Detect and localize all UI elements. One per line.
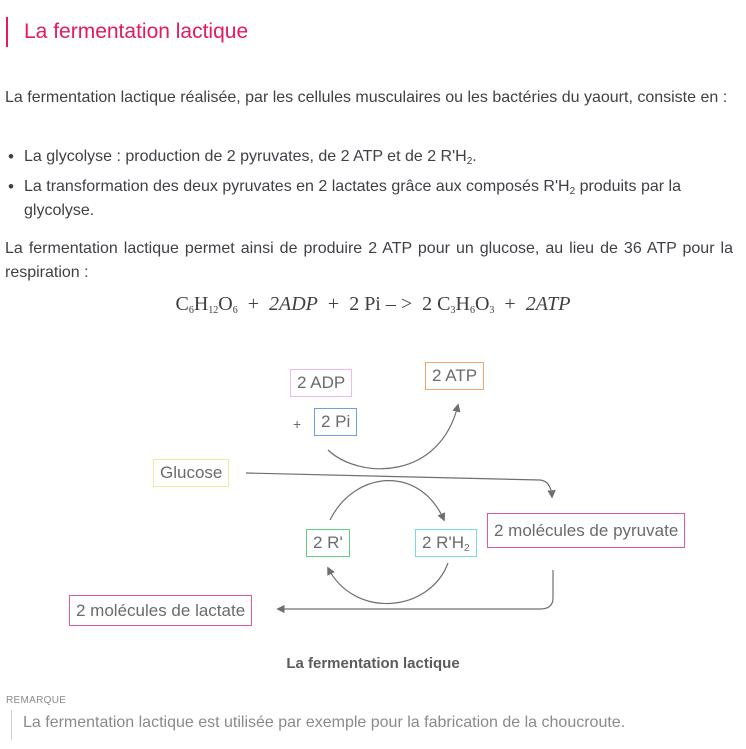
bullet-tail: produits par la glycolyse.	[24, 178, 681, 219]
list-item	[5, 145, 733, 169]
pi-box: 2 Pi	[314, 408, 357, 436]
plus-sign: +	[247, 293, 260, 315]
adp-term: 2ADP	[269, 293, 318, 315]
glucose-arrow	[246, 473, 552, 497]
bullet-text: La glycolyse : production de 2 pyruvates, de 2 ATP et de 2 R'H	[24, 148, 467, 165]
rh2-box: 2 $R'H_2$	[415, 529, 477, 557]
chemical-equation	[0, 293, 746, 316]
conclusion-paragraph: La fermentation lactique permet ainsi de produire 2 ATP pour un glucose, au lieu de 36 ATP pour la respiration :	[5, 240, 733, 281]
plus-sign: +	[327, 293, 340, 315]
atp-term: 2ATP	[525, 293, 571, 315]
remark-label: REMARQUE	[6, 695, 67, 706]
rh2-arrow	[330, 481, 444, 520]
atp-box: 2 ATP	[425, 362, 484, 390]
list-item	[5, 175, 733, 223]
lactate-formula: 2 $C_3H_6O_3$	[422, 293, 495, 316]
pyruvate-box: 2 molécules de pyruvate	[487, 513, 685, 548]
remark-bar	[11, 710, 12, 740]
reaction-arrow: – >	[385, 293, 413, 315]
glucose-box: Glucose	[153, 459, 229, 487]
figure-caption: La fermentation lactique	[286, 655, 460, 672]
lactate-box: 2 molécules de lactate	[69, 595, 252, 626]
remark-text: La fermentation lactique est utilisée par exemple pour la fabrication de la choucroute.	[23, 714, 626, 731]
plus-sign: +	[504, 293, 516, 315]
bullet-text: La transformation des deux pyruvates en 2 lactates grâce aux composés R'H	[24, 178, 570, 195]
pi-term: 2 Pi	[349, 293, 381, 315]
adp-box: 2 ADP	[290, 369, 352, 397]
bullet-list	[5, 145, 733, 229]
bullet-subscript: 2	[569, 186, 576, 197]
bullet-subscript: 2	[466, 156, 473, 167]
glucose-formula: $C_6H_{12}O_6$	[175, 293, 238, 316]
page-title: La fermentation lactique	[6, 17, 248, 47]
intro-paragraph: La fermentation lactique réalisée, par les cellules musculaires ou les bactéries du yaourt, consiste en :	[5, 89, 728, 106]
r-box: 2 R'	[306, 529, 350, 557]
plus-sign: +	[293, 416, 302, 432]
pyruvate-to-lactate-arrow	[278, 570, 553, 609]
bullet-tail: .	[472, 148, 477, 165]
r-regeneration-arrow	[328, 563, 448, 604]
